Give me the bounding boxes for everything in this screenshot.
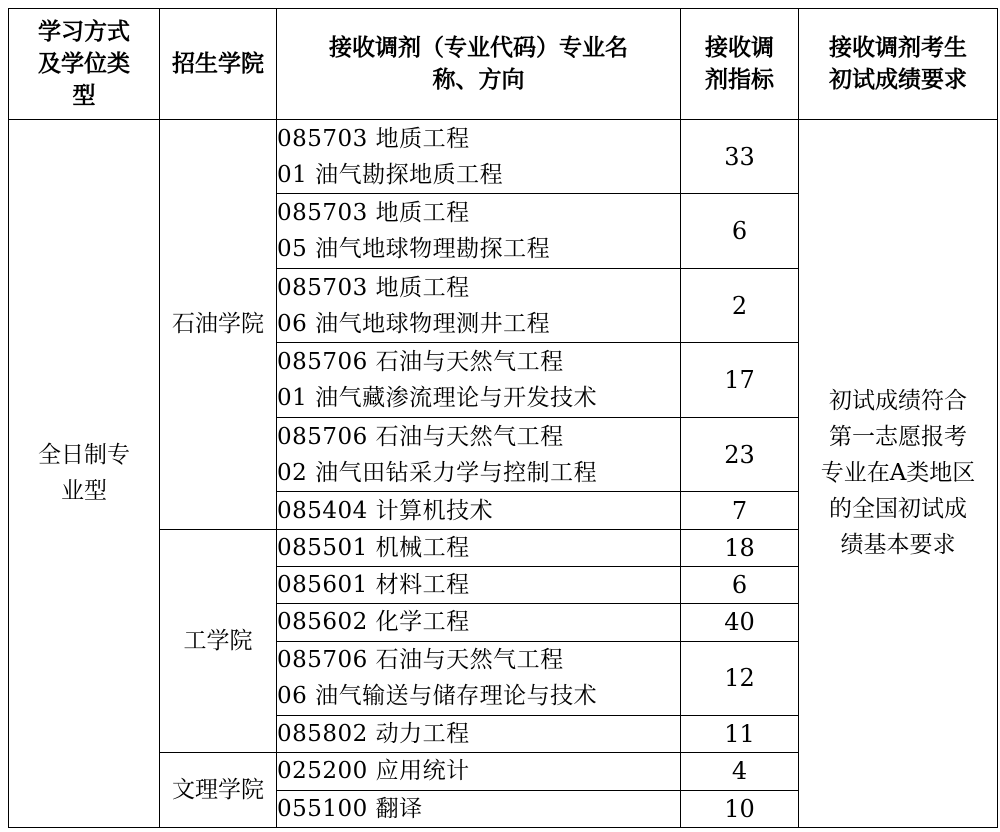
quota-cell: 4 <box>681 753 799 790</box>
major-cell: 085601 材料工程 <box>277 566 681 603</box>
quota-cell: 12 <box>681 641 799 716</box>
major-cell: 085703 地质工程 01 油气勘探地质工程 <box>277 119 681 194</box>
major-cell: 055100 翻译 <box>277 790 681 827</box>
quota-cell: 18 <box>681 529 799 566</box>
college-name: 石油学院 <box>160 119 277 529</box>
quota-cell: 10 <box>681 790 799 827</box>
major-cell: 085706 石油与天然气工程 01 油气藏渗流理论与开发技术 <box>277 343 681 418</box>
requirement-cell: 初试成绩符合 第一志愿报考 专业在A类地区 的全国初试成 绩基本要求 <box>799 119 998 827</box>
table-row <box>9 119 998 194</box>
quota-cell: 6 <box>681 194 799 269</box>
quota-cell: 40 <box>681 604 799 641</box>
header-quota: 接收调 剂指标 <box>681 9 799 120</box>
quota-cell: 11 <box>681 716 799 753</box>
quota-cell: 33 <box>681 119 799 194</box>
major-cell: 025200 应用统计 <box>277 753 681 790</box>
header-major: 接收调剂（专业代码）专业名 称、方向 <box>277 9 681 120</box>
adjustment-table <box>8 8 998 828</box>
major-cell: 085602 化学工程 <box>277 604 681 641</box>
header-requirement: 接收调剂考生 初试成绩要求 <box>799 9 998 120</box>
college-name: 工学院 <box>160 529 277 753</box>
quota-cell: 23 <box>681 417 799 492</box>
college-name: 文理学院 <box>160 753 277 828</box>
major-cell: 085706 石油与天然气工程 02 油气田钻采力学与控制工程 <box>277 417 681 492</box>
major-cell: 085703 地质工程 06 油气地球物理测井工程 <box>277 268 681 343</box>
major-cell: 085703 地质工程 05 油气地球物理勘探工程 <box>277 194 681 269</box>
major-cell: 085404 计算机技术 <box>277 492 681 529</box>
major-cell: 085706 石油与天然气工程 06 油气输送与储存理论与技术 <box>277 641 681 716</box>
quota-cell: 2 <box>681 268 799 343</box>
header-row <box>9 9 998 120</box>
quota-cell: 7 <box>681 492 799 529</box>
major-cell: 085501 机械工程 <box>277 529 681 566</box>
study-mode-cell: 全日制专 业型 <box>9 119 160 827</box>
major-cell: 085802 动力工程 <box>277 716 681 753</box>
header-college: 招生学院 <box>160 9 277 120</box>
quota-cell: 17 <box>681 343 799 418</box>
header-study-mode: 学习方式 及学位类 型 <box>9 9 160 120</box>
quota-cell: 6 <box>681 566 799 603</box>
